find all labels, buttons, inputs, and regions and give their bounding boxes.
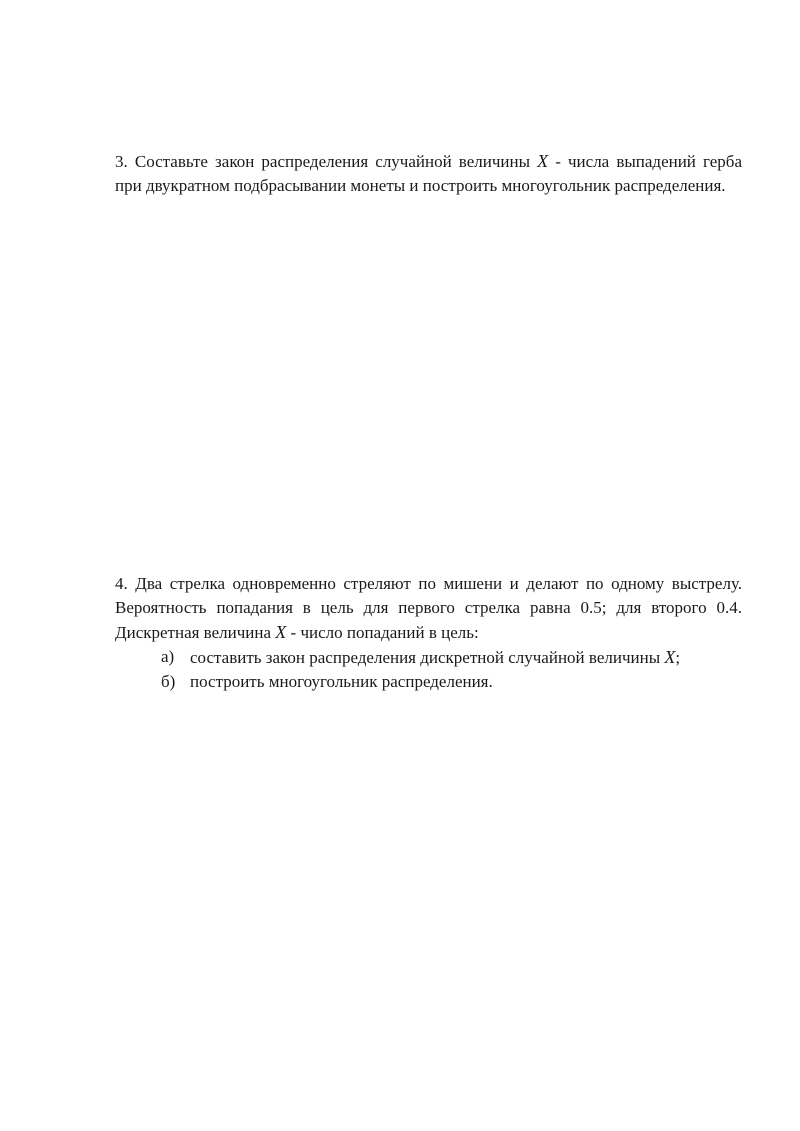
sub-task-a-text: составить закон распределения дискретной случайной величины: [190, 648, 661, 667]
sub-task-marker: а): [161, 647, 175, 666]
variable-x: X: [537, 151, 549, 171]
problem-number: 4.: [115, 574, 128, 593]
sub-task-marker: б): [161, 672, 176, 691]
problem-text-after: - числа выпадений герба при двукратном подбрасывании монеты и построить многоугольник распределения.: [115, 152, 742, 195]
sub-task-a: [161, 645, 742, 670]
problem-4: [115, 572, 742, 694]
sub-task-a-trailing: ;: [675, 648, 681, 667]
problem-4-text: [115, 572, 742, 645]
sub-task-b-text: построить многоугольник распределения.: [190, 672, 493, 691]
problem-3: [115, 149, 742, 198]
sub-task-b: [161, 670, 742, 694]
problem-text-after: - число попаданий в цель:: [290, 623, 479, 642]
problem-3-text: [115, 149, 742, 198]
problem-text-before: Составьте закон распределения случайной величины: [134, 152, 531, 171]
variable-x: X: [664, 647, 676, 667]
sub-task-text: [190, 645, 680, 670]
problem-text-before: Два стрелка одновременно стреляют по мишени и делают по одному выстрелу. Вероятность попадания в цель для первого стрелка равна 0.5; для второго 0.4. Дискретная величина: [115, 574, 742, 642]
variable-x: X: [275, 622, 287, 642]
sub-task-list: [115, 645, 742, 694]
problem-number: 3.: [115, 152, 128, 171]
